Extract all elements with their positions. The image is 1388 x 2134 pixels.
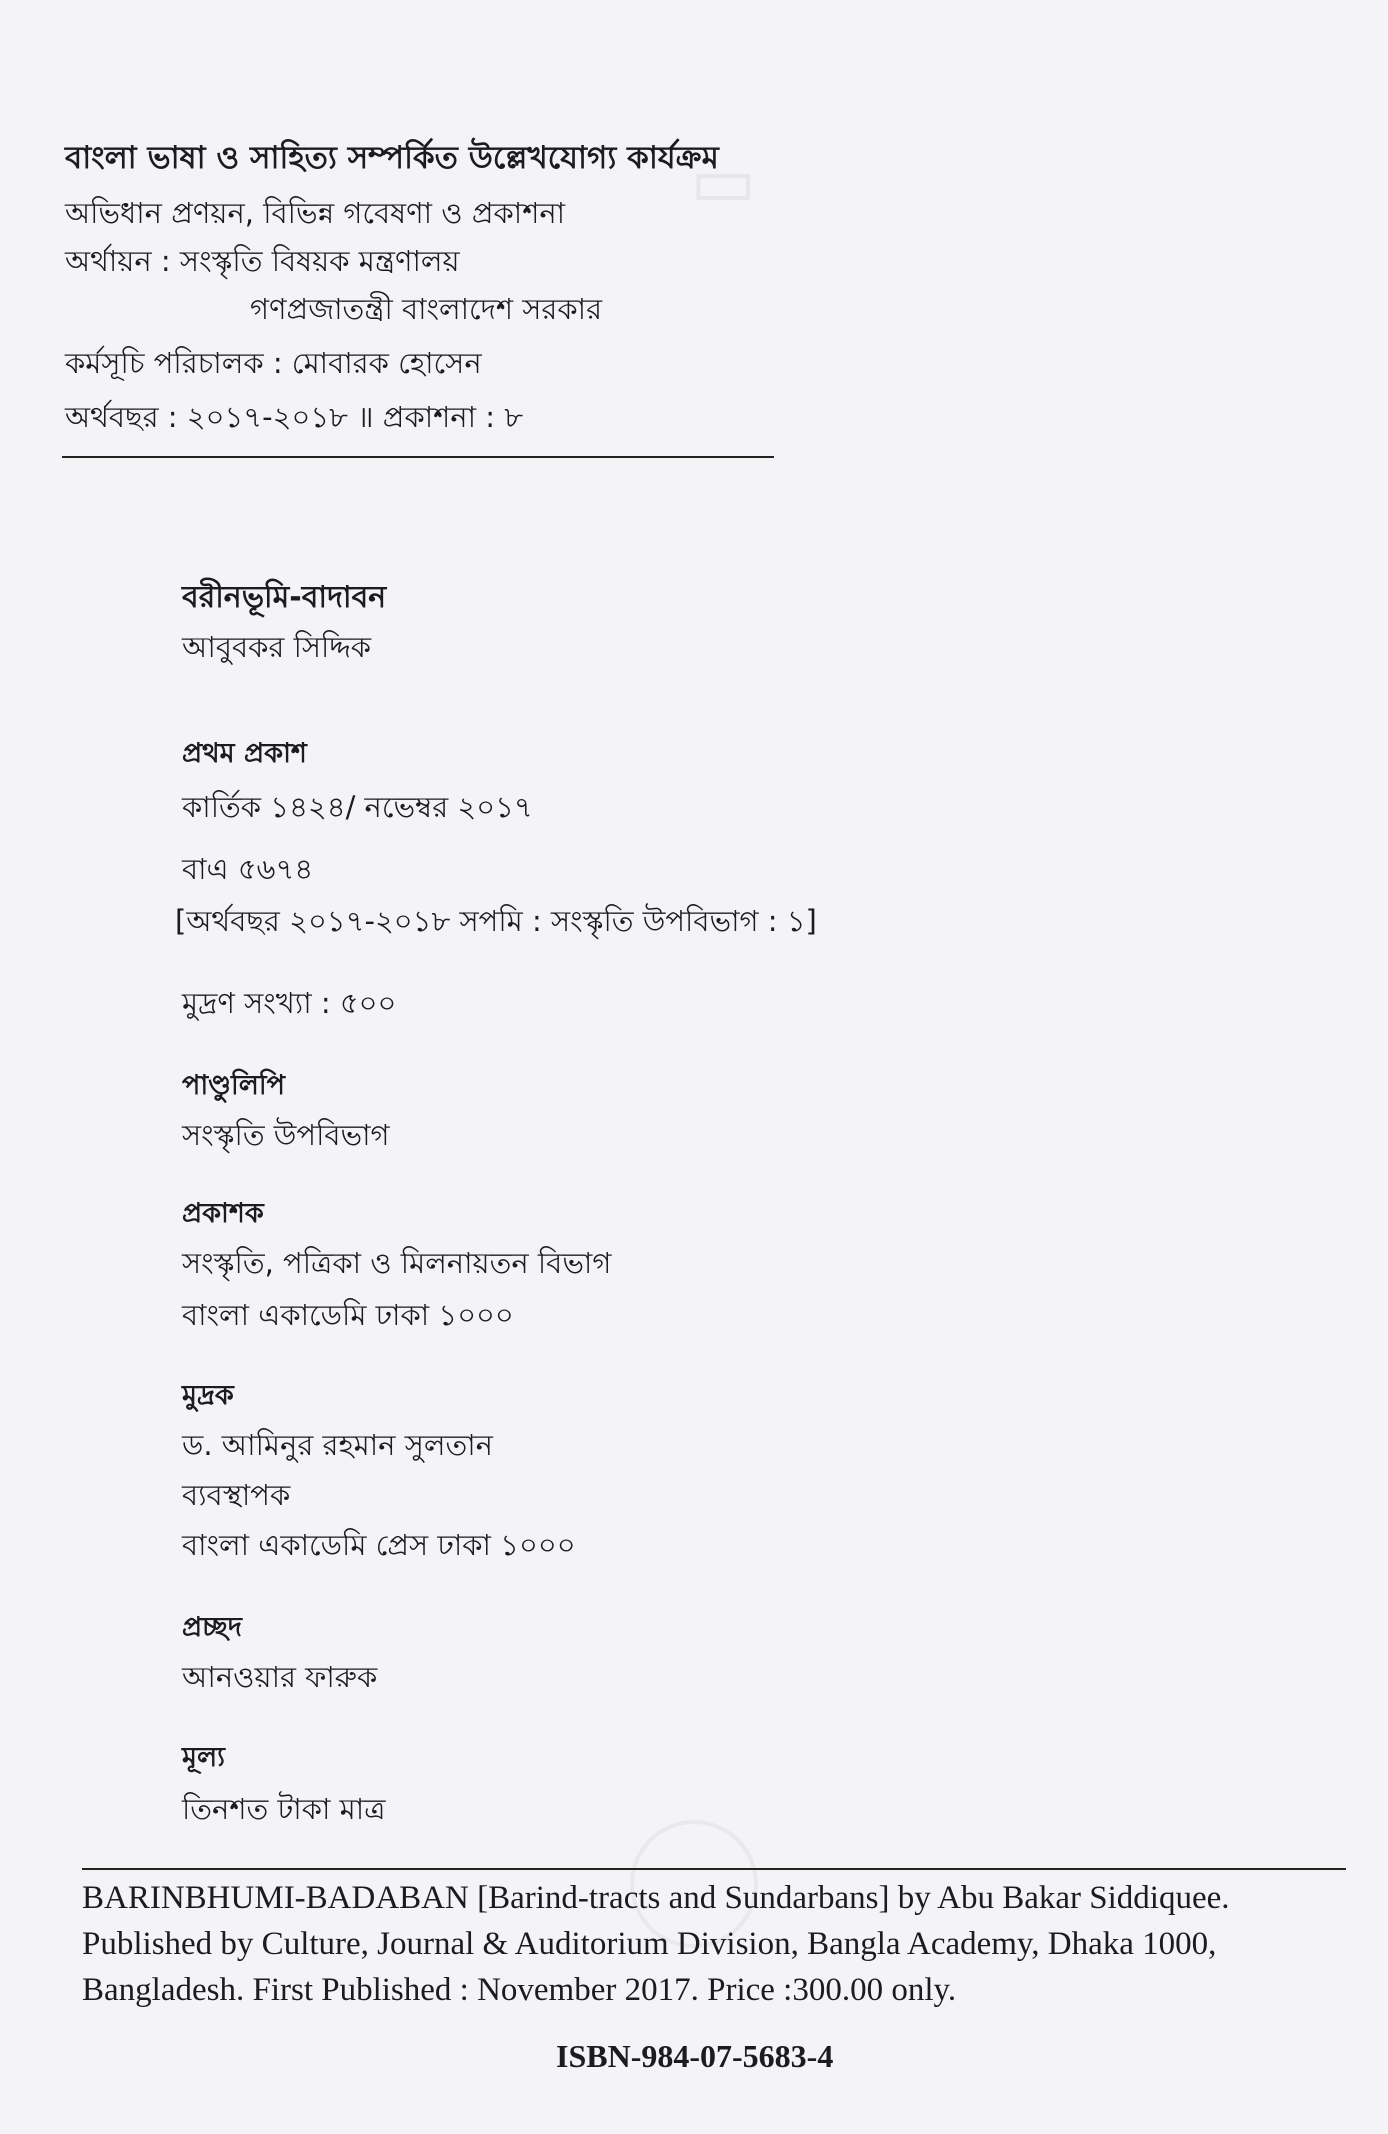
printer-name: ড. আমিনুর রহমান সুলতান [182,1428,493,1462]
show-through-title: ▭ [690,140,757,222]
printer-heading: মুদ্রক [182,1380,234,1411]
isbn: ISBN-984-07-5683-4 [556,2038,834,2074]
program-subtitle: অভিধান প্রণয়ন, বিভিন্ন গবেষণা ও প্রকাশনা [65,196,566,230]
english-line3: Bangladesh. First Published : November 2017. Price :300.00 only. [82,1972,957,2008]
price-value: তিনশত টাকা মাত্র [182,1792,386,1826]
book-title: বরীনভূমি-বাদাবন [182,580,387,615]
cover-heading: প্রচ্ছদ [182,1612,242,1643]
book-author: আবুবকর সিদ্দিক [182,630,372,664]
first-publication-heading: প্রথম প্রকাশ [182,738,307,769]
printer-address: বাংলা একাডেমি প্রেস ঢাকা ১০০০ [182,1528,576,1562]
program-title: বাংলা ভাষা ও সাহিত্য সম্পর্কিত উল্লেখযোগ্য কার্যক্রম [65,140,719,176]
english-line1: BARINBHUMI-BADABAN [Barind-tracts and Sundarbans] by Abu Bakar Siddiquee. [82,1880,1230,1916]
price-heading: মূল্য [182,1742,225,1773]
manuscript-value: সংস্কৃতি উপবিভাগ [182,1118,390,1152]
english-line2: Published by Culture, Journal & Auditorium Division, Bangla Academy, Dhaka 1000, [82,1926,1217,1962]
manuscript-heading: পাণ্ডুলিপি [182,1070,285,1101]
publication-code: বাএ ৫৬৭৪ [182,852,314,886]
cover-designer: আনওয়ার ফারুক [182,1660,378,1694]
funding-line: অর্থায়ন : সংস্কৃতি বিষয়ক মন্ত্রণালয় [65,244,460,278]
fiscal-year-line: অর্থবছর : ২০১৭-২০১৮ ॥ প্রকাশনা : ৮ [65,400,524,434]
government-line: গণপ্রজাতন্ত্রী বাংলাদেশ সরকার [250,292,603,326]
footer-divider [82,1868,1346,1870]
header-divider [62,456,774,458]
publisher-heading: প্রকাশক [182,1198,264,1229]
publisher-line1: সংস্কৃতি, পত্রিকা ও মিলনায়তন বিভাগ [182,1246,612,1280]
printer-role: ব্যবস্থাপক [182,1478,291,1512]
director-line: কর্মসূচি পরিচালক : মোবারক হোসেন [65,346,482,380]
publication-series: [অর্থবছর ২০১৭-২০১৮ সপমি : সংস্কৃতি উপবিভাগ : ১] [175,904,817,938]
first-publication-date: কার্তিক ১৪২৪/ নভেম্বর ২০১৭ [182,790,533,824]
print-run: মুদ্রণ সংখ্যা : ৫০০ [182,986,397,1020]
publisher-line2: বাংলা একাডেমি ঢাকা ১০০০ [182,1298,514,1332]
